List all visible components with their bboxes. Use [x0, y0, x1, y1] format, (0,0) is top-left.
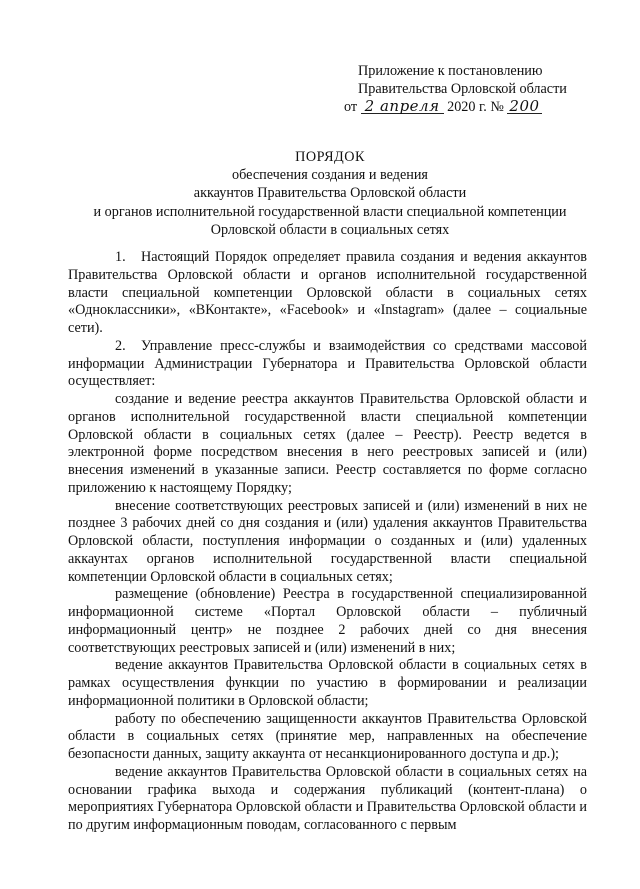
paragraph-7: работу по обеспечению защищенности аккаунтов Правительства Орловской области в социальных сетях (принятие мер, направленных на обеспечение безопасности данных, защиту аккаунта от несанкционированного доступа и др.);	[68, 710, 587, 762]
appendix-header	[344, 62, 588, 116]
document-title	[60, 148, 600, 239]
paragraph-1	[68, 249, 587, 338]
handwritten-number: 200	[509, 97, 540, 115]
title-line-4: Орловской области в социальных сетях	[210, 221, 450, 238]
paragraph-8: ведение аккаунтов Правительства Орловской области в социальных сетях на основании графика выхода и содержания публикаций (контент-плана) о мероприятиях Губернатора Орловской области и Правительства Орловской области и по другим информационным поводам, согласованного с первым	[68, 763, 587, 833]
appendix-line-1: Приложение к постановлению	[358, 63, 543, 79]
handwritten-date: 2 апреля	[361, 99, 444, 114]
title-line-2: аккаунтов Правительства Орловской области	[193, 185, 467, 202]
appendix-date-line	[344, 98, 588, 116]
title-line-1: обеспечения создания и ведения	[232, 167, 428, 184]
paragraph-3: создание и ведение реестра аккаунтов Правительства Орловской области и органов исполнительной государственной власти специальной компетенции Орловской области в социальных сетях (далее – Реестр). Реестр ведется в электронной форме посредством внесения в него реестровых записей и (или) внесения изменений в указанные записи. Реестр составляется по форме согласно приложению к настоящему Порядку;	[68, 391, 587, 496]
paragraph-2-text: Управление пресс-службы и взаимодействия со средствами массовой информации Администрации Губернатора и Правительства Орловской области осуществляет:	[68, 337, 587, 390]
appendix-year-label: 2020 г. №	[447, 99, 504, 115]
appendix-line-2: Правительства Орловской области	[358, 81, 567, 97]
title-heading: ПОРЯДОК	[295, 149, 365, 165]
appendix-from-label: от	[344, 99, 358, 115]
title-line-3: и органов исполнительной государственной власти специальной компетенции	[93, 203, 567, 220]
paragraph-4: внесение соответствующих реестровых записей и (или) изменений в них не позднее 3 рабочих дней со дня создания и (или) удаления аккаунтов Правительства Орловской области, поступления информации о созданных и (или) удаленных аккаунтах органов исполнительной государственной власти специальной компетенции Орловской области в социальных сетях;	[68, 497, 587, 585]
paragraph-5: размещение (обновление) Реестра в государственной специализированной информационной системе «Портал Орловской области – публичный информационный центр» не позднее 2 рабочих дней со дня внесения соответствующих реестровых записей и (или) изменений в них;	[68, 586, 587, 656]
paragraph-2-number: 2.	[115, 337, 126, 354]
paragraph-2	[68, 338, 587, 391]
paragraph-6: ведение аккаунтов Правительства Орловской области в социальных сетях в рамках осуществления функции по участию в формировании и реализации информационной политики в Орловской области;	[68, 657, 587, 709]
paragraph-1-number: 1.	[115, 249, 126, 265]
document-body	[68, 249, 587, 835]
paragraph-1-text: Настоящий Порядок определяет правила создания и ведения аккаунтов Правительства Орловской области и органов исполнительной государственной власти специальной компетенции Орловской области в социальных сетях «Одноклассники», «ВКонтакте», «Facebook» и «Instagram» (далее – социальные сети).	[68, 249, 587, 336]
